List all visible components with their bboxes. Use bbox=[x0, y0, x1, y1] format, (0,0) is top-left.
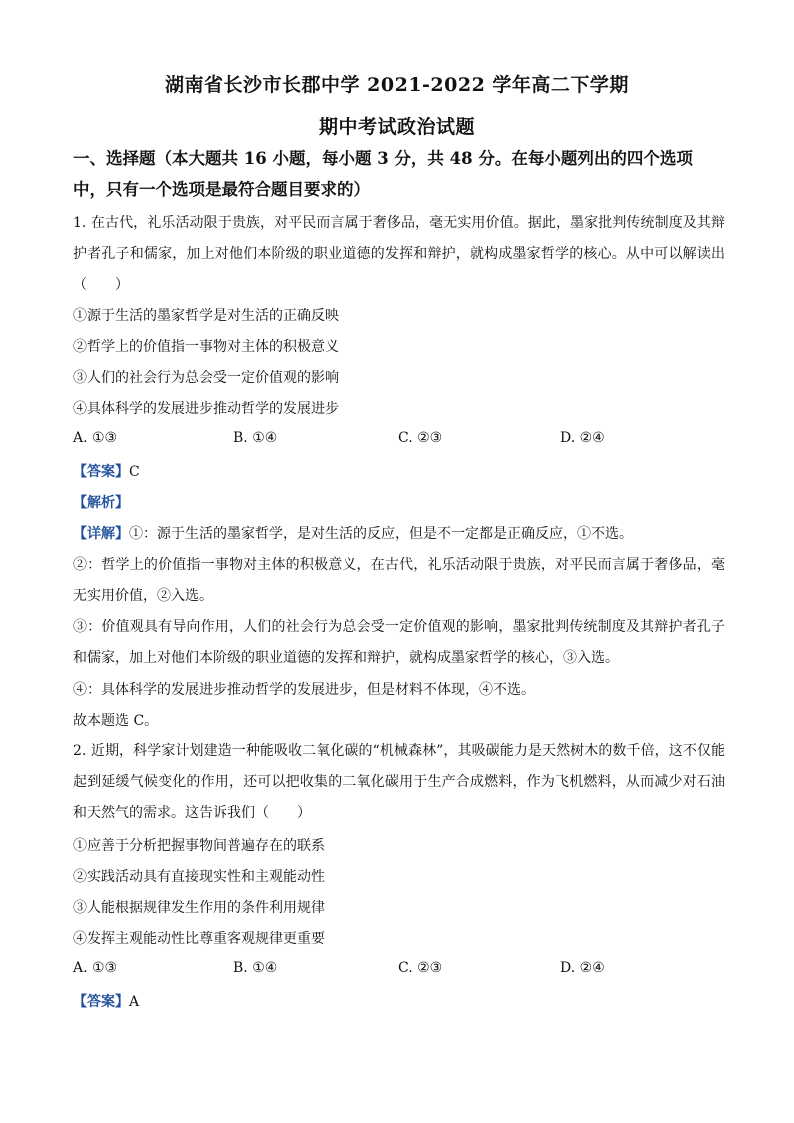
q1-item-4: ④具体科学的发展进步推动哲学的发展进步 bbox=[73, 401, 339, 417]
q2-option-b: B. ①④ bbox=[233, 960, 278, 976]
q1-analysis-heading bbox=[73, 493, 129, 513]
q2-item-4: ④发挥主观能动性比尊重客观规律更重要 bbox=[73, 931, 325, 947]
q1-item-1: ①源于生活的墨家哲学是对生活的正确反映 bbox=[73, 308, 339, 324]
q2-option-d: D. ②④ bbox=[560, 960, 605, 976]
q1-conclusion: 故本题选 C。 bbox=[73, 713, 159, 729]
q2-item-3: ③人能根据规律发生作用的条件利用规律 bbox=[73, 900, 325, 916]
detail-text-1: ①：源于生活的墨家哲学，是对生活的反应，但是不一定都是正确反应，①不选。 bbox=[129, 526, 633, 542]
q1-detail-4: ④：具体科学的发展进步推动哲学的发展进步，但是材料不体现，④不选。 bbox=[73, 682, 535, 698]
answer-tag: 【答案】 bbox=[73, 994, 129, 1010]
question-1-stem: 1. 在古代，礼乐活动限于贵族，对平民而言属于奢侈品，毫无实用价值。据此，墨家批判传统制度及其辩护者孔子和儒家，加上对他们本阶级的职业道德的发挥和辩护，就构成墨家哲学的核心。从中可以解读出（ ） bbox=[73, 215, 725, 293]
answer-value: C bbox=[129, 464, 140, 480]
q1-option-a: A. ①③ bbox=[73, 430, 118, 446]
q2-option-c: C. ②③ bbox=[398, 960, 443, 976]
page-subtitle: 期中考试政治试题 bbox=[318, 116, 475, 138]
detail-tag: 【详解】 bbox=[73, 526, 129, 542]
q1-item-2: ②哲学上的价值指一事物对主体的积极意义 bbox=[73, 339, 339, 355]
q2-option-a: A. ①③ bbox=[73, 960, 118, 976]
q1-answer bbox=[73, 462, 140, 482]
q1-option-b: B. ①④ bbox=[233, 430, 278, 446]
analysis-tag: 【解析】 bbox=[73, 495, 129, 511]
q1-option-d: D. ②④ bbox=[560, 430, 605, 446]
q2-item-2: ②实践活动具有直接现实性和主观能动性 bbox=[73, 869, 325, 885]
q1-option-c: C. ②③ bbox=[398, 430, 443, 446]
q1-detail-3: ③：价值观具有导向作用，人们的社会行为总会受一定价值观的影响，墨家批判传统制度及其辩护者孔子和儒家，加上对他们本阶级的职业道德的发挥和辩护，就构成墨家哲学的核心，③入选。 bbox=[73, 619, 725, 666]
q1-item-3: ③人们的社会行为总会受一定价值观的影响 bbox=[73, 370, 339, 386]
q1-detail-1 bbox=[73, 524, 633, 544]
q2-answer bbox=[73, 992, 139, 1012]
answer-value: A bbox=[129, 994, 140, 1010]
question-2-stem: 2. 近期，科学家计划建造一种能吸收二氧化碳的“机械森林”，其吸碳能力是天然树木的数千倍，这不仅能起到延缓气候变化的作用，还可以把收集的二氧化碳用于生产合成燃料，作为飞机燃料，从而减少对石油和天然气的需求。这告诉我们（ ） bbox=[73, 743, 725, 821]
answer-tag: 【答案】 bbox=[73, 464, 129, 480]
page-title: 湖南省长沙市长郡中学 2021-2022 学年高二下学期 bbox=[165, 74, 629, 96]
q2-item-1: ①应善于分析把握事物间普遍存在的联系 bbox=[73, 838, 325, 854]
q1-detail-2: ②：哲学上的价值指一事物对主体的积极意义，在古代，礼乐活动限于贵族，对平民而言属于奢侈品，毫无实用价值，②入选。 bbox=[73, 557, 725, 604]
section-heading: 一、选择题（本大题共 16 小题，每小题 3 分，共 48 分。在每小题列出的四个选项中，只有一个选项是最符合题目要求的） bbox=[73, 149, 693, 199]
